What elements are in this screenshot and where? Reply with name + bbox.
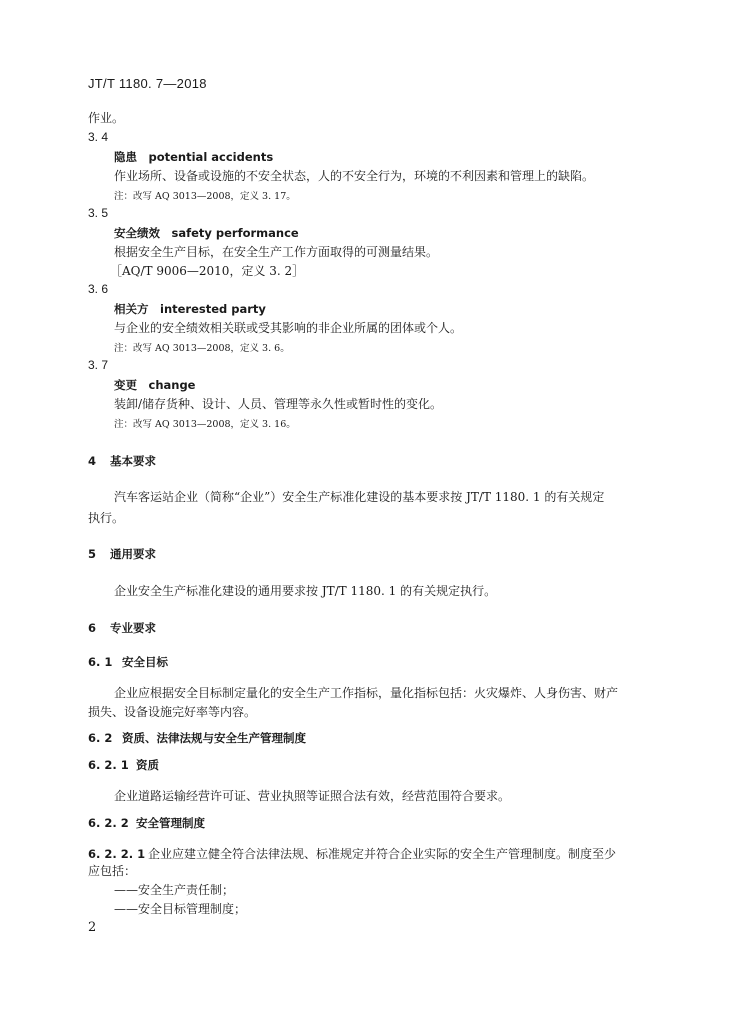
section-6-2-2-number: 6. 2. 2: [88, 816, 129, 830]
section-4-title: 基本要求: [110, 454, 156, 468]
list-item-2: ——安全目标管理制度；: [114, 902, 247, 916]
section-6-2-2-1-number: 6. 2. 2. 1: [88, 847, 146, 861]
section-5-para-line-1: 企业安全生产标准化建设的通用要求按 JT/T 1180. 1 的有关规定执行。: [114, 584, 497, 598]
standard-code-header: JT/T 1180. 7—2018: [88, 76, 207, 91]
section-6-heading: [88, 620, 156, 636]
section-6-1-para-line-2: 损失、设备设施完好率等内容。: [88, 705, 257, 719]
list-item-1: ——安全生产责任制；: [114, 883, 235, 897]
section-6-2-title: 资质、法律法规与安全生产管理制度: [122, 731, 306, 745]
section-6-2-2-heading: [88, 815, 205, 831]
clause-3-5-definition: 根据安全生产目标，在安全生产工作方面取得的可测量结果。: [114, 245, 439, 259]
clause-3-4-definition: 作业场所、设备或设施的不安全状态，人的不安全行为，环境的不利因素和管理上的缺陷。: [114, 169, 595, 183]
section-4-heading: [88, 453, 156, 469]
section-6-2-1-number: 6. 2. 1: [88, 758, 129, 772]
clause-3-7-number: 3. 7: [88, 358, 109, 372]
section-4-para-line-1: 汽车客运站企业（简称“企业”）安全生产标准化建设的基本要求按 JT/T 1180. 1 的有关规定: [114, 490, 605, 504]
clause-3-7-term: 变更 change: [114, 378, 196, 392]
section-6-1-heading: [88, 654, 168, 670]
section-6-2-2-1-line-1: [88, 843, 616, 862]
page-number: 2: [88, 920, 97, 935]
section-4-number: 4: [88, 454, 97, 468]
section-4-para-line-2: 执行。: [88, 511, 125, 525]
clause-3-5-reference: ［AQ/T 9006—2010，定义 3. 2］: [110, 264, 305, 278]
clause-3-7-definition: 装卸/储存货种、设计、人员、管理等永久性或暂时性的变化。: [114, 397, 443, 411]
clause-3-5-term: 安全绩效 safety performance: [114, 226, 299, 240]
section-5-number: 5: [88, 547, 97, 561]
clause-3-4-term: 隐患 potential accidents: [114, 150, 274, 164]
clause-3-5-number: 3. 5: [88, 206, 109, 220]
section-6-2-number: 6. 2: [88, 731, 113, 745]
section-6-2-2-1-text: 企业应建立健全符合法律法规、标准规定并符合企业实际的安全生产管理制度。制度至少: [148, 847, 617, 861]
clause-3-6-definition: 与企业的安全绩效相关联或受其影响的非企业所属的团体或个人。: [114, 321, 463, 335]
clause-3-7-note: 注：改写 AQ 3013—2008，定义 3. 16。: [114, 419, 296, 430]
section-6-1-title: 安全目标: [122, 655, 168, 669]
section-6-2-1-para-line-1: 企业道路运输经营许可证、营业执照等证照合法有效，经营范围符合要求。: [114, 789, 511, 803]
section-6-1-number: 6. 1: [88, 655, 113, 669]
section-6-1-para-line-1: 企业应根据安全目标制定量化的安全生产工作指标，量化指标包括：火灾爆炸、人身伤害、财产: [114, 686, 619, 700]
clause-3-6-term: 相关方 interested party: [114, 302, 266, 316]
section-6-2-2-title: 安全管理制度: [136, 816, 205, 830]
clause-3-4-number: 3. 4: [88, 130, 109, 144]
continued-text: 作业。: [88, 111, 125, 125]
section-6-2-1-heading: [88, 757, 159, 773]
clause-3-6-note: 注：改写 AQ 3013—2008，定义 3. 6。: [114, 343, 290, 354]
section-6-2-heading: [88, 730, 306, 746]
section-6-2-1-title: 资质: [136, 758, 159, 772]
clause-3-6-number: 3. 6: [88, 282, 109, 296]
section-6-number: 6: [88, 621, 97, 635]
section-6-2-2-1-line-2: 应包括：: [88, 864, 137, 878]
clause-3-4-note: 注：改写 AQ 3013—2008，定义 3. 17。: [114, 191, 296, 202]
section-5-heading: [88, 546, 156, 562]
section-6-title: 专业要求: [110, 621, 156, 635]
section-5-title: 通用要求: [110, 547, 156, 561]
